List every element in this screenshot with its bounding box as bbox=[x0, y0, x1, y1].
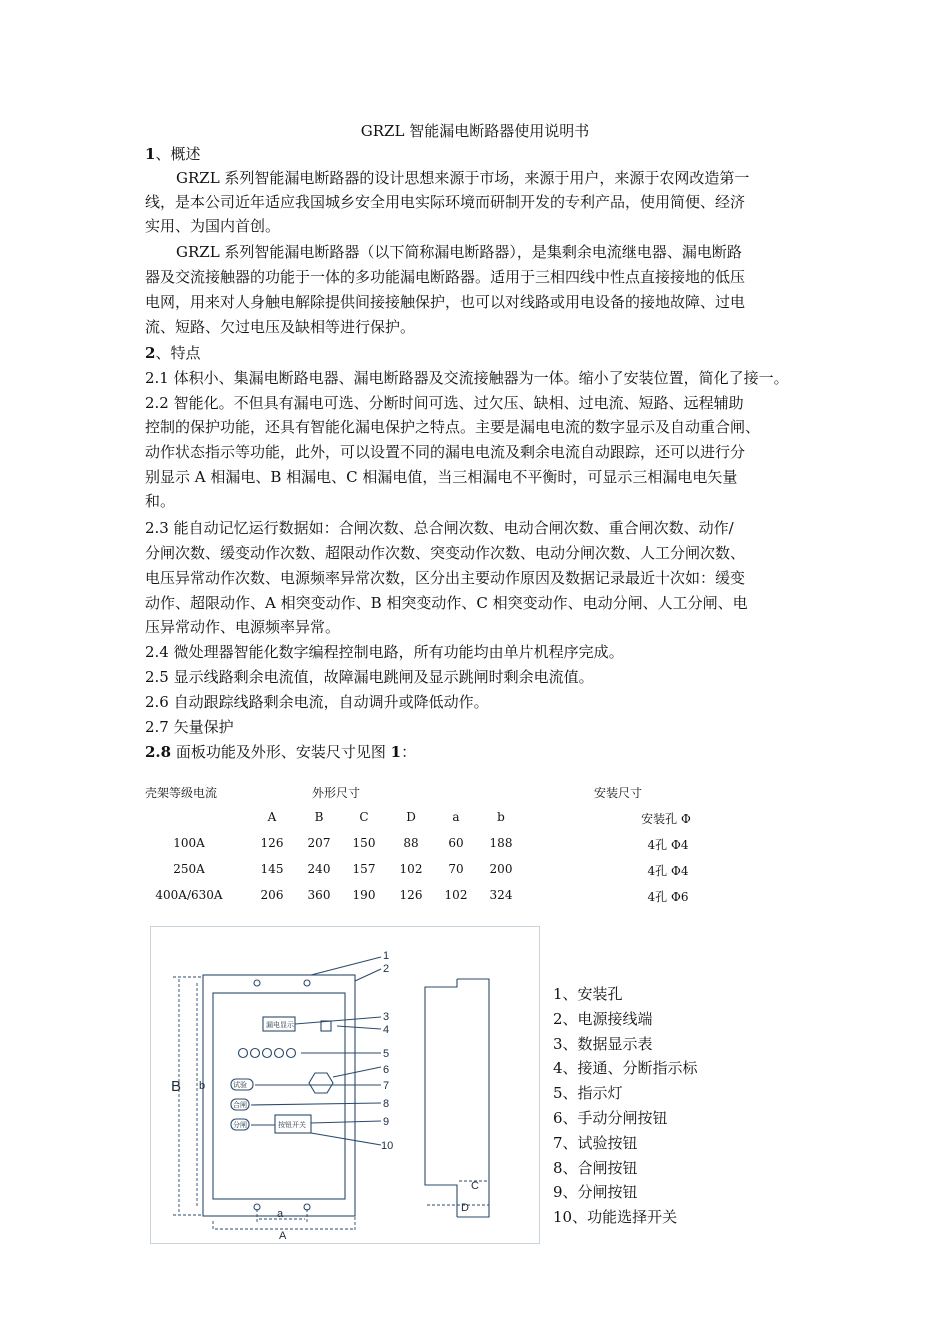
col-C: C bbox=[359, 810, 369, 824]
feature-2-7: 2.7 矢量保护 bbox=[145, 718, 234, 736]
row-2-D: 102 bbox=[399, 862, 423, 876]
feature-2-8: 2.8 面板功能及外形、安装尺寸见图 1： bbox=[145, 743, 417, 761]
para-1-line-3: 实用、为国内首创。 bbox=[145, 217, 281, 235]
lamp-icon bbox=[263, 1049, 272, 1058]
housing-outline bbox=[203, 975, 355, 1216]
close-button-label: 合闸 bbox=[233, 1102, 247, 1109]
feature-2-3-line-1: 2.3 能自动记忆运行数据如：合闸次数、总合闸次数、电动合闸次数、重合闸次数、动作/ bbox=[145, 519, 734, 537]
section-1-heading: 1、概述 bbox=[145, 145, 201, 163]
row-3-B: 360 bbox=[307, 888, 331, 902]
legend-item-9: 9、分闸按钮 bbox=[553, 1183, 638, 1202]
dim-A-label: A bbox=[279, 1230, 287, 1242]
row-3-D: 126 bbox=[399, 888, 423, 902]
callout-8: 8 bbox=[383, 1098, 390, 1110]
feature-2-3-line-5: 压异常动作、电源频率异常。 bbox=[145, 618, 341, 636]
callout-7: 7 bbox=[383, 1080, 390, 1092]
document-title: GRZL 智能漏电断路器使用说明书 bbox=[360, 122, 590, 140]
feature-2-5: 2.5 显示线路剩余电流值，故障漏电跳闸及显示跳闸时剩余电流值。 bbox=[145, 668, 594, 686]
para-2-line-3: 电网，用来对人身触电解除提供间接接触保护，也可以对线路或用电设备的接地故障、过电 bbox=[145, 293, 746, 311]
row-1-hole: 4孔 Φ4 bbox=[647, 838, 689, 852]
row-3-b: 324 bbox=[489, 888, 513, 902]
legend-item-6: 6、手动分闸按钮 bbox=[553, 1108, 668, 1127]
col-a: a bbox=[452, 810, 460, 824]
dim-a-label: a bbox=[277, 1208, 284, 1220]
row-3-hole: 4孔 Φ6 bbox=[647, 890, 689, 904]
row-2-B: 240 bbox=[307, 862, 331, 876]
legend-item-8: 8、合闸按钮 bbox=[553, 1158, 638, 1177]
col-b: b bbox=[497, 810, 505, 824]
table-head-rating: 壳架等级电流 bbox=[145, 786, 218, 800]
dim-B-label: B bbox=[171, 1078, 182, 1095]
para-2-line-4: 流、短路、欠过电压及缺相等进行保护。 bbox=[145, 318, 416, 336]
callout-3: 3 bbox=[383, 1011, 390, 1023]
mount-hole-icon bbox=[254, 980, 260, 986]
feature-2-6: 2.6 自动跟踪线路剩余电流，自动调升或降低动作。 bbox=[145, 693, 489, 711]
callout-10: 10 bbox=[381, 1140, 394, 1152]
row-2-a: 70 bbox=[448, 862, 464, 876]
figure-1-panel-drawing bbox=[150, 926, 540, 1244]
dim-C-label: C bbox=[471, 1180, 479, 1192]
feature-2-2-line-4: 别显示 A 相漏电、B 相漏电、C 相漏电值，当三相漏电不平衡时，可显示三相漏电电矢量 bbox=[145, 468, 738, 486]
feature-2-2-line-1: 2.2 智能化。不但具有漏电可选、分断时间可选、过欠压、缺相、过电流、短路、远程辅助 bbox=[145, 394, 744, 412]
row-1-D: 88 bbox=[403, 836, 419, 850]
legend-item-5: 5、指示灯 bbox=[553, 1084, 623, 1103]
para-1-line-1: GRZL 系列智能漏电断路器的设计思想来源于市场，来源于用户，来源于农网改造第一 bbox=[176, 169, 750, 187]
para-2-line-1: GRZL 系列智能漏电断路器（以下简称漏电断路器），是集剩余电流继电器、漏电断路 bbox=[176, 243, 742, 261]
row-1-a: 60 bbox=[448, 836, 464, 850]
callout-1: 1 bbox=[383, 950, 390, 962]
para-1-line-2: 线，是本公司近年适应我国城乡安全用电实际环境而研制开发的专利产品，使用简便、经济 bbox=[145, 193, 746, 211]
row-1-A: 126 bbox=[260, 836, 284, 850]
manual-open-knob bbox=[309, 1073, 333, 1093]
row-1-B: 207 bbox=[307, 836, 331, 850]
feature-2-1: 2.1 体积小、集漏电断路电器、漏电断路器及交流接触器为一体。缩小了安装位置，简化了接一。 bbox=[145, 369, 789, 387]
dim-b-label: b bbox=[199, 1080, 206, 1092]
legend-item-3: 3、数据显示表 bbox=[553, 1034, 653, 1053]
lamp-icon bbox=[251, 1049, 260, 1058]
dim-D-label: D bbox=[461, 1202, 469, 1214]
legend-item-4: 4、接通、分断指示标 bbox=[553, 1059, 698, 1078]
callout-9: 9 bbox=[383, 1116, 390, 1128]
table-head-install: 安装尺寸 bbox=[594, 786, 643, 800]
col-hole: 安装孔 Φ bbox=[641, 812, 691, 826]
row-3-A: 206 bbox=[260, 888, 284, 902]
feature-2-3-line-3: 电压异常动作次数、电源频率异常次数，区分出主要动作原因及数据记录最近十次如：缓变 bbox=[145, 569, 746, 587]
callout-4: 4 bbox=[383, 1024, 390, 1036]
para-2-line-2: 器及交流接触器的功能于一体的多功能漏电断路器。适用于三相四线中性点直接接地的低压 bbox=[145, 268, 746, 286]
row-2-hole: 4孔 Φ4 bbox=[647, 864, 689, 878]
figure-legend bbox=[553, 982, 698, 1230]
row-1-b: 188 bbox=[489, 836, 513, 850]
col-B: B bbox=[314, 810, 324, 824]
row-1-rating: 100A bbox=[173, 836, 205, 850]
legend-item-2: 2、电源接线端 bbox=[553, 1009, 653, 1028]
feature-2-2-line-2: 控制的保护功能，还具有智能化漏电保护之特点。主要是漏电电流的数字显示及自动重合闸、 bbox=[145, 418, 761, 436]
function-switch-label: 按钮开关 bbox=[278, 1122, 306, 1129]
row-2-rating: 250A bbox=[173, 862, 205, 876]
col-A: A bbox=[267, 810, 277, 824]
display-label: 漏电显示 bbox=[266, 1022, 294, 1029]
row-2-C: 157 bbox=[352, 862, 376, 876]
feature-2-4: 2.4 微处理器智能化数字编程控制电路，所有功能均由单片机程序完成。 bbox=[145, 643, 624, 661]
callout-5: 5 bbox=[383, 1048, 390, 1060]
open-button-label: 分闸 bbox=[233, 1122, 247, 1129]
indicator-mark bbox=[321, 1021, 331, 1031]
section-2-heading: 2、特点 bbox=[145, 344, 201, 362]
callout-6: 6 bbox=[383, 1064, 390, 1076]
legend-item-10: 10、功能选择开关 bbox=[553, 1208, 678, 1227]
feature-2-2-line-3: 动作状态指示等功能，此外，可以设置不同的漏电电流及剩余电流自动跟踪，还可以进行分 bbox=[145, 443, 746, 461]
legend-item-7: 7、试验按钮 bbox=[553, 1133, 638, 1152]
row-1-C: 150 bbox=[352, 836, 376, 850]
table-head-outline: 外形尺寸 bbox=[312, 786, 361, 800]
row-2-b: 200 bbox=[489, 862, 513, 876]
row-3-a: 102 bbox=[444, 888, 468, 902]
row-3-rating: 400A/630A bbox=[155, 888, 223, 902]
feature-2-3-line-4: 动作、超限动作、A 相突变动作、B 相突变动作、C 相突变动作、电动分闸、人工分闸、电 bbox=[145, 594, 748, 612]
row-2-A: 145 bbox=[260, 862, 284, 876]
row-3-C: 190 bbox=[352, 888, 376, 902]
lamp-icon bbox=[287, 1049, 296, 1058]
lamp-icon bbox=[239, 1049, 248, 1058]
side-view-outline bbox=[425, 979, 457, 1217]
panel-drawing-svg bbox=[151, 927, 539, 1243]
mount-hole-icon bbox=[304, 980, 310, 986]
legend-item-1: 1、安装孔 bbox=[553, 985, 623, 1003]
feature-2-3-line-2: 分闸次数、缓变动作次数、超限动作次数、突变动作次数、电动分闸次数、人工分闸次数、 bbox=[145, 544, 746, 562]
feature-2-2-line-5: 和。 bbox=[145, 492, 176, 510]
callout-2: 2 bbox=[383, 963, 390, 975]
col-D: D bbox=[406, 810, 416, 824]
lamp-icon bbox=[275, 1049, 284, 1058]
test-button-label: 试验 bbox=[233, 1082, 247, 1089]
